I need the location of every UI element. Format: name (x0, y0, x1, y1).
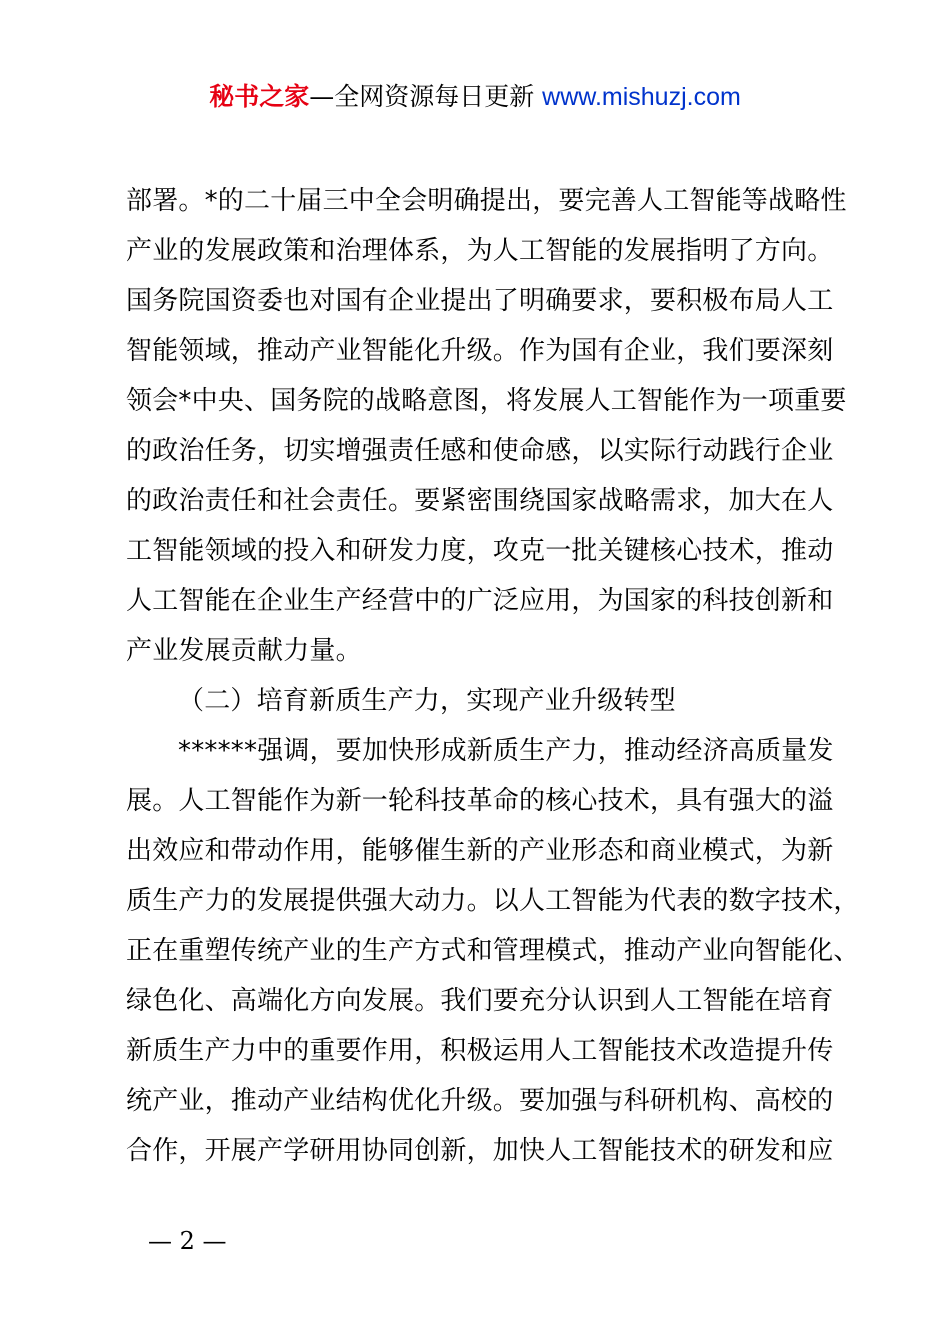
text-line: 人工智能在企业生产经营中的广泛应用，为国家的科技创新和 (126, 586, 834, 616)
text-line: 智能领域，推动产业智能化升级。作为国有企业，我们要深刻 (126, 336, 834, 366)
text-line: 质生产力的发展提供强大动力。以人工智能为代表的数字技术， (126, 886, 860, 916)
text-line: 部署。*的二十届三中全会明确提出，要完善人工智能等战略性 (126, 186, 847, 216)
text-line: 合作，开展产学研用协同创新，加快人工智能技术的研发和应 (126, 1136, 834, 1166)
text-line: 绿色化、高端化方向发展。我们要充分认识到人工智能在培育 (126, 986, 834, 1016)
text-line: 产业发展贡献力量。 (126, 636, 362, 666)
text-line: 领会*中央、国务院的战略意图，将发展人工智能作为一项重要 (126, 386, 847, 416)
page-number: — 2 — (148, 1227, 227, 1255)
text-line: 产业的发展政策和治理体系，为人工智能的发展指明了方向。 (126, 236, 834, 266)
site-header (0, 82, 950, 112)
text-line: 统产业，推动产业结构优化升级。要加强与科研机构、高校的 (126, 1086, 834, 1116)
text-line: 的政治任务，切实增强责任感和使命感，以实际行动践行企业 (126, 436, 834, 466)
section-heading: （二）培育新质生产力，实现产业升级转型 (178, 686, 676, 716)
text-line: 展。人工智能作为新一轮科技革命的核心技术，具有强大的溢 (126, 786, 834, 816)
text-line: 新质生产力中的重要作用，积极运用人工智能技术改造提升传 (126, 1036, 834, 1066)
text-line: 正在重塑传统产业的生产方式和管理模式，推动产业向智能化、 (126, 936, 860, 966)
text-line: 的政治责任和社会责任。要紧密围绕国家战略需求，加大在人 (126, 486, 834, 516)
text-line: ******强调，要加快形成新质生产力，推动经济高质量发 (178, 736, 834, 766)
text-line: 国务院国资委也对国有企业提出了明确要求，要积极布局人工 (126, 286, 834, 316)
site-url[interactable]: www.mishuzj.com (542, 83, 741, 111)
header-tagline: —全网资源每日更新 (309, 82, 543, 111)
brand-name: 秘书之家 (209, 82, 310, 111)
text-line: 出效应和带动作用，能够催生新的产业形态和商业模式，为新 (126, 836, 834, 866)
document-body (126, 176, 860, 1176)
text-line: 工智能领域的投入和研发力度，攻克一批关键核心技术，推动 (126, 536, 834, 566)
